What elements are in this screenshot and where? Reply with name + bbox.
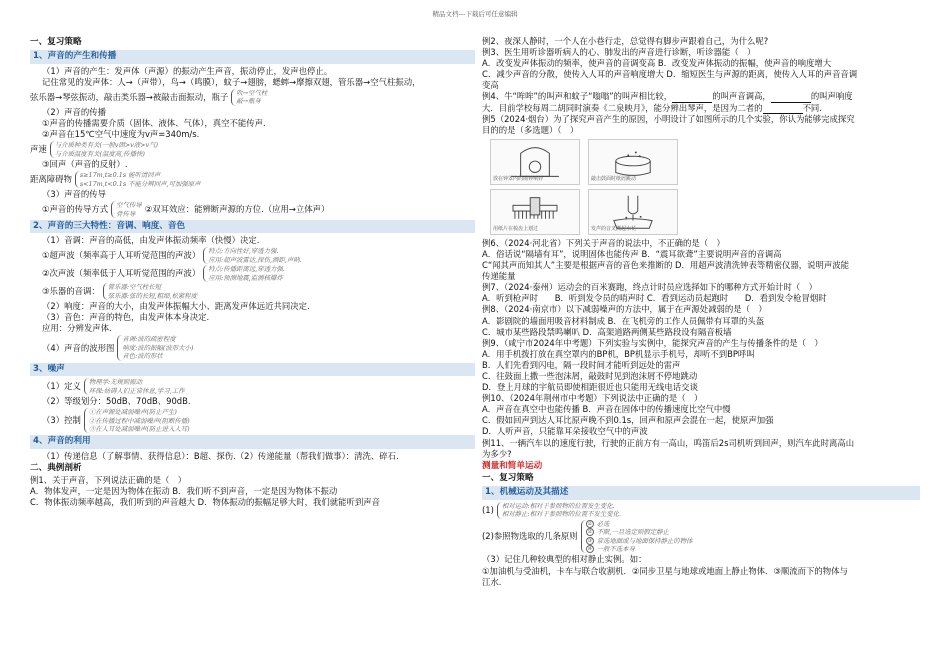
- chapter-title: 测量和简单运动: [482, 460, 543, 471]
- handwritten-note: [586, 537, 693, 545]
- bottle-sound-group: [30, 89, 475, 106]
- example-option: A．物体发声，一定是因为物体在振动 B．我们听不到声音，一定是因为物体不振动: [30, 486, 338, 497]
- relative-motion-brace: [482, 502, 920, 519]
- circled-number: ②: [587, 529, 593, 536]
- note-text: 一般不选本身: [596, 545, 635, 554]
- handwritten-note: s≥17m,t≥0.1s 能听清回声: [79, 171, 161, 180]
- example-question: 例10、（2024年荆州市中考题）下列说法中正确的是（ ）: [482, 393, 703, 404]
- figure-caption: 敲击鼓面时纸屑跳动: [591, 176, 637, 183]
- text-line: 江水.: [482, 576, 502, 587]
- text-line: ①加油机与受油机，卡车与联合收割机．②同步卫星与地球或地面上静止物体．③顺流而下的物体与: [482, 565, 848, 576]
- heading-sound-use: 4、声音的利用: [30, 435, 475, 448]
- noise-control-brace: [30, 408, 475, 433]
- text-line: ②次声波（频率低于人耳听觉范围的声波）: [42, 268, 201, 279]
- example-option: D．登上月球的宇航员即使相距很近也只能用无线电话交谈: [482, 382, 698, 393]
- handwritten-note: [586, 528, 693, 536]
- heading-sound-production: 1、声音的产生和传播: [30, 50, 475, 63]
- example-question: 例11、一辆汽车以的速度行驶，行驶的正前方有一高山，鸣笛后2s司机听到回声，则汽车此时离高山: [482, 437, 855, 448]
- noise-definition-brace: [30, 378, 475, 395]
- example-option: A．俗话说“隔墙有耳”，说明固体也能传声 B．“震耳欲聋”主要说明声音的音调高: [482, 248, 782, 259]
- fill-blank: [763, 106, 803, 114]
- handwritten-note: s<17m,t<0.1s 不能分辨回声,可加强原声: [79, 179, 201, 188]
- handwritten-note: ③在人耳处减弱噪声(防止进入人耳): [88, 425, 190, 434]
- waveform-brace: [30, 335, 475, 360]
- left-column: [30, 36, 475, 666]
- section-title: 一、复习策略: [482, 473, 534, 484]
- speed-label: 声速: [30, 143, 47, 154]
- infrasound-brace: [30, 265, 475, 282]
- example-question: 例3、医生用听诊器听病人的心、肺发出的声音进行诊断，听诊器能（ ）: [482, 47, 756, 58]
- heading-mechanical-motion: 1、机械运动及其描述: [482, 486, 920, 499]
- ultrasound-brace: [30, 247, 475, 264]
- text-line: （3）声音的传导: [42, 188, 106, 199]
- heading-sound-characteristics: 2、声音的三大特性：音调、响度、音色: [30, 220, 475, 233]
- example-option: 变高: [482, 80, 499, 91]
- speed-brace: [30, 141, 475, 158]
- text-fragment: 的叫声音调高，: [712, 91, 771, 102]
- handwritten-note: 相对静止:相对于参照物的位置不发生变化.: [501, 510, 622, 519]
- example-option: C“闻其声而知其人”主要是根据声音的音色来推断的 D．用超声波清洗钟表等精密仪器，说明声波能: [482, 260, 850, 271]
- example-option: 传递能量: [482, 271, 516, 282]
- handwritten-note: [586, 545, 693, 553]
- handwritten-note: 音色:波的形状: [122, 352, 163, 361]
- handwritten-note: 空气传导: [116, 201, 142, 210]
- example-option: C．假如回声到达人耳比原声晚不到0.1s，回声和原声会混在一起，使原声加强: [482, 415, 774, 426]
- text-line: ①超声波（频率高于人耳听觉范围的声波）: [42, 250, 201, 261]
- text-line: ③回声（声音的反射）.: [42, 158, 128, 169]
- handwritten-note: 与介质温度有关(温度高,传播快): [54, 149, 145, 158]
- text-line: （1）传递信息（了解事情、获得信息）：B超、探伤.（2）传递能量（帮我们做事）：清洗、碎石.: [42, 450, 399, 461]
- handwritten-note: 与介质种类有关(一般v固>v液>v气): [54, 141, 158, 150]
- note-text: 必选: [596, 519, 610, 528]
- text-fragment: 的叫声响度: [810, 91, 853, 102]
- text-line: （1）音调：声音的高低，由发声体振动频率（快慢）决定.: [42, 235, 260, 246]
- handwritten-note: 敲→瓶身: [236, 97, 261, 106]
- instrument-pitch-brace: [30, 283, 475, 300]
- text-line: ②双耳效应：能辨断声源的方位.（应用→立体声）: [144, 203, 330, 214]
- text-line: 记住常见的发声体：人→（声带），鸟→（鸣膜），蚊子→翅膀，蟋蟀→摩擦双翅，管乐器→空气柱振动，: [42, 76, 421, 87]
- handwritten-note: 管乐器:空气柱长短: [107, 283, 162, 292]
- section-title: 二、典例剖析: [30, 462, 82, 473]
- text-line: （4）声音的波形图: [42, 342, 115, 353]
- figure-card-comb: [490, 189, 580, 235]
- echo-label: 距离障碍物: [30, 173, 72, 184]
- example-question: [482, 91, 920, 102]
- figure-caption: 放在钟罩内的闹钟响铃: [493, 176, 544, 183]
- example-option: D．人听声音，只能靠耳朵接收空气中的声波: [482, 426, 648, 437]
- example-question: 例6、（2024·河北省）下列关于声音的说法中，不正确的是（ ）: [482, 237, 725, 248]
- text-line: （3）控制: [42, 415, 81, 426]
- experiment-figures: [490, 139, 920, 235]
- example-option: A．声音在真空中也能传播 B．声音在固体中的传播速度比空气中慢: [482, 404, 731, 415]
- example-option: C．往鼓面上撒一些泡沫屑，敲鼓时见到泡沫屑不停地跳动: [482, 370, 698, 381]
- example-option: C．城市某些路段禁鸣喇叭 D．高架道路两侧某些路段设有隔音板墙: [482, 326, 732, 337]
- handwritten-note: 相对运动:相对于参照物的位置发生变化.: [501, 501, 615, 510]
- example-option: A．影剧院的墙面用吸音材料制成 B．在飞机旁的工作人员佩带有耳罩的头盔: [482, 315, 765, 326]
- circled-number: ③: [587, 537, 593, 544]
- handwritten-note: 特点:传播距离远,穿透力强.: [208, 265, 285, 274]
- text-fragment: 大．目前学校每周二胡同时演奏《二泉映月》，能分辨出琴声，是因为二者的: [482, 102, 763, 113]
- note-text: 常选地面或与地面保持静止的物体: [596, 536, 693, 545]
- text-line: ①声音的传播需要介质（固体、液体、气体），真空不能传声.: [42, 117, 266, 128]
- figure-drum-paper-scraps: [588, 139, 678, 185]
- example-question: 为多少?: [482, 448, 512, 459]
- text-line: （1）定义: [42, 381, 81, 392]
- example-question: 目的的是（多选题）（ ）: [482, 124, 579, 135]
- figure-caption: 发声的音叉溅起水花: [591, 226, 637, 233]
- text-line: （2）声音的传播: [42, 106, 106, 117]
- handwritten-note: ②在传播过程中减弱噪声(阻断传播): [88, 416, 190, 425]
- text-line: （3）记住几种较典型的相对静止实例。如：: [482, 554, 647, 565]
- text-line: ②声音在15℃空气中速度为v声=340m/s.: [42, 128, 200, 139]
- handwritten-note: [586, 520, 693, 528]
- text-line: （2）等级划分：50dB、70dB、90dB.: [42, 396, 191, 407]
- example-option: B．人们先看到闪电，隔一段时间才能听到远处的雷声: [482, 359, 681, 370]
- note-text: 不限,一旦选定则假定静止: [596, 528, 669, 537]
- fill-blank: [672, 95, 712, 103]
- echo-brace: [30, 171, 475, 188]
- circled-number: ④: [587, 546, 593, 553]
- example-question: 例7、（2024·泰州）运动会的百米赛跑，终点计时员应选择如下的哪种方式开始计时（ ）: [482, 282, 817, 293]
- page-header-watermark: 精品文档---下载后可任意编辑: [432, 10, 518, 18]
- handwritten-note: 特点:方向性好,穿透力强.: [208, 247, 279, 256]
- text-line: (1): [482, 504, 494, 515]
- text-fragment: 不同.: [802, 102, 822, 113]
- example-option: C．减少声音的分散，使传入人耳的声音响度增大 D．缩短医生与声源的距离，使传入人耳的声音音调: [482, 69, 858, 80]
- circled-number: ①: [587, 520, 593, 527]
- example-question: 例1、关于声音，下列说法正确的是（ ）: [30, 475, 187, 486]
- section-title: 一、复习策略: [30, 37, 82, 47]
- handwritten-note: 音调:波的疏密程度: [122, 335, 176, 344]
- example-question: 例2、夜深人静时，一个人在小巷行走，总觉得有脚步声跟着自己，为什么呢?: [482, 36, 769, 46]
- text-line: （1）声音的产生：发声体（声源）的振动产生声音，振动停止，发声也停止。: [42, 65, 333, 76]
- text-line: ①声音的传导方式: [42, 203, 109, 214]
- handwritten-note: 吹→空气柱: [236, 88, 268, 97]
- example-question: 例8、（2024·南京市）以下减弱噪声的方法中，属于在声源处减弱的是（ ）: [482, 304, 767, 315]
- handwritten-note: 弦乐器:弦的长短,粗细,松紧程度: [107, 291, 198, 300]
- handwritten-note: ①在声源处减弱噪声(防止产生): [88, 408, 177, 417]
- text-line: ③乐器的音调：: [42, 286, 100, 297]
- text-line: 应用：分辨发声体.: [42, 323, 112, 334]
- handwritten-note: 骨传导: [116, 209, 136, 218]
- text-line: （2）响度：声音的大小，由发声体振幅大小、距离发声体远近共同决定.: [42, 301, 310, 312]
- handwritten-note: 环保:妨碍人们正常休息,学习,工作: [88, 386, 185, 395]
- conduction-brace: [30, 201, 475, 218]
- heading-noise: 3、噪声: [30, 363, 475, 376]
- figure-tuning-fork-water: [588, 189, 678, 235]
- example-option: C．物体振动频率越高，我们听到的声音越大 D．物体振动的振幅足够大时，我们就能听到声音: [30, 497, 380, 508]
- example-question: 例5（2024·烟台）为了探究声音产生的原因，小明设计了如图所示的几个实验，你认为能够完成探究: [482, 113, 855, 124]
- text-line: （3）音色：声音的特色，由发声体本身决定.: [42, 312, 210, 323]
- figure-alarm-clock-bell-jar: [490, 139, 580, 185]
- example-option: A．改变发声体振动的频率，使声音的音调变高 B．改变发声体振动的振幅，使声音的响度增大: [482, 58, 832, 69]
- handwritten-note: 响度:波的振幅(波形大小): [122, 343, 194, 352]
- example-question: [482, 103, 920, 114]
- text-fragment: 例4、牛“哞哞”的叫声和蚊子“嗡嗡”的叫声相比较，: [482, 91, 673, 102]
- example-option: A．用手机拨打放在真空罩内的BP机，BP机显示手机号，却听不到BP呼叫: [482, 348, 755, 359]
- example-question: 例9、（咸宁市2024年中考题）下列实验与实例中，能探究声音的产生与传播条件的是（ ）: [482, 337, 823, 348]
- example-option: A．听到枪声时 B．听到发令员的哨声时 C．看到运动员起跑时 D．看到发令枪冒烟时: [482, 293, 827, 304]
- figure-caption: 用纸片在梳齿上划过: [493, 226, 539, 233]
- reference-frame-brace: [482, 520, 920, 554]
- handwritten-note: 应用:预测地震,监测核爆炸: [208, 273, 283, 282]
- text-line: 弦乐器→琴弦振动，敲击类乐器→被敲击面振动，瓶子: [30, 91, 229, 102]
- handwritten-note: 物理学:无规则振动: [88, 378, 143, 387]
- handwritten-note: 应用:超声波雷达,探伤,测距,声呐.: [208, 255, 302, 264]
- fill-blank: [771, 95, 811, 103]
- text-line: (2)参照物选取的几条原则: [482, 531, 578, 542]
- right-column: [482, 36, 920, 666]
